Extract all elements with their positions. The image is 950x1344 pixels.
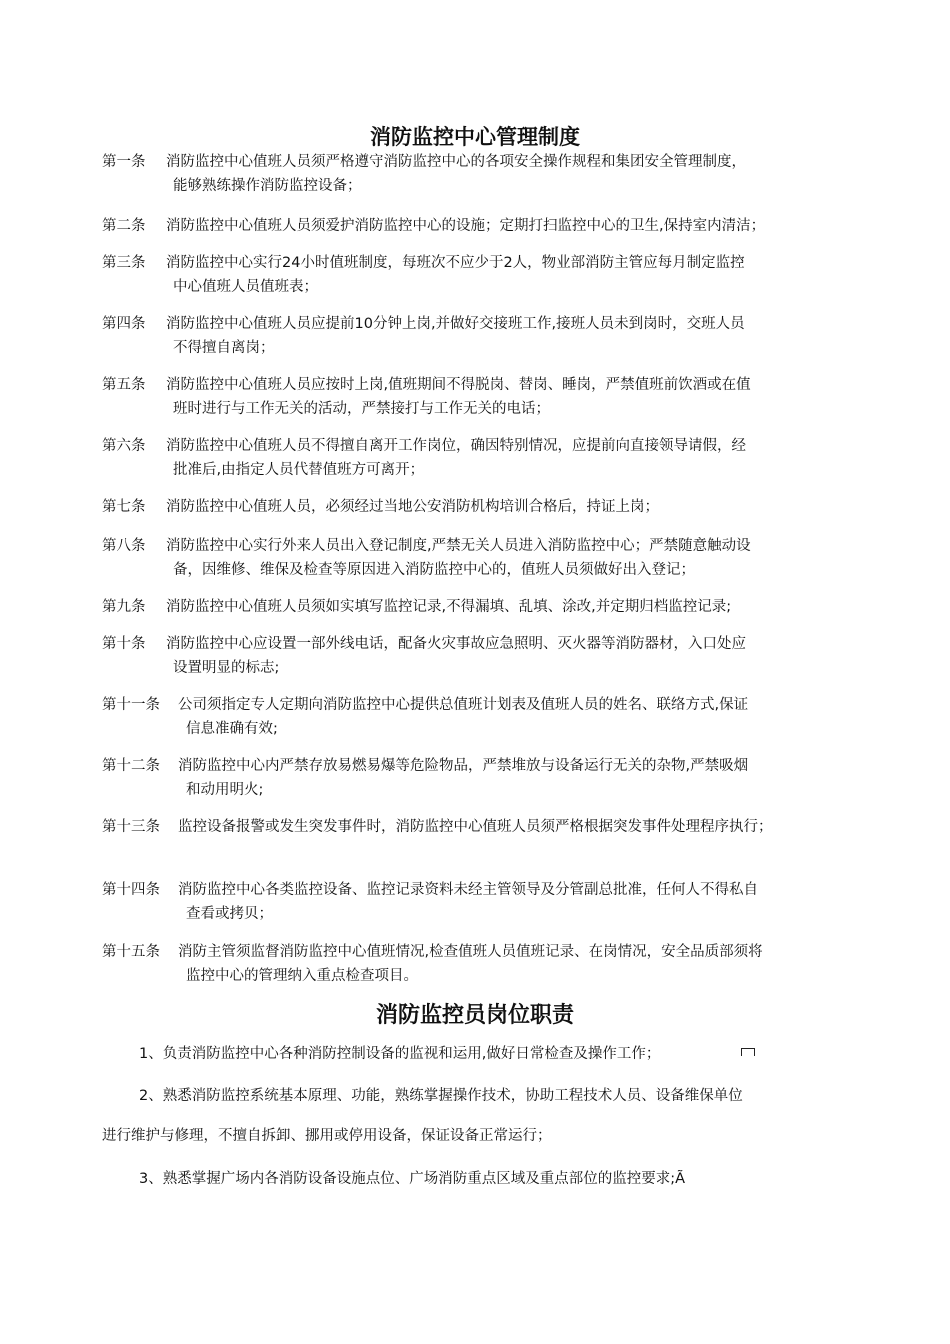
article-2 <box>102 214 882 238</box>
article-11 <box>102 693 882 741</box>
article-text: 消防监控中心值班人员须严格遵守消防监控中心的各项安全操作规程和集团安全管理制度， <box>166 154 746 170</box>
article-continuation: 信息准确有效; <box>186 721 278 737</box>
article-15 <box>102 940 882 988</box>
article-line <box>102 434 882 458</box>
article-label: 第七条 <box>102 499 146 515</box>
article-text: 消防监控中心内严禁存放易燃易爆等危险物品，严禁堆放与设备运行无关的杂物,严禁吸烟 <box>178 758 749 774</box>
article-line <box>102 312 882 336</box>
article-label: 第五条 <box>102 377 146 393</box>
article-label: 第十四条 <box>102 882 160 898</box>
article-text: 消防监控中心值班人员不得擅自离开工作岗位，确因特别情况，应提前向直接领导请假，经 <box>166 438 746 454</box>
article-line <box>102 693 882 717</box>
article-text: 消防主管须监督消防监控中心值班情况,检查值班人员值班记录、在岗情况，安全品质部须将 <box>178 944 763 960</box>
article-label: 第十一条 <box>102 697 160 713</box>
article-8 <box>102 534 882 582</box>
article-line <box>102 940 882 964</box>
article-line <box>102 373 882 397</box>
article-line <box>102 214 882 238</box>
article-label: 第八条 <box>102 538 146 554</box>
article-text: 消防监控中心各类监控设备、监控记录资料未经主管领导及分管副总批准，任何人不得私自 <box>178 882 758 898</box>
duty-item-1: 1、负责消防监控中心各种消防控制设备的监视和运用,做好日常检查及操作工作； <box>139 1046 661 1062</box>
article-continuation: 不得擅自离岗； <box>173 340 275 356</box>
duty-item-2: 2、熟悉消防监控系统基本原理、功能，熟练掌握操作技术，协助工程技术人员、设备维保单位 <box>139 1088 743 1104</box>
article-continuation: 中心值班人员值班表； <box>173 279 318 295</box>
article-text: 消防监控中心值班人员应按时上岗,值班期间不得脱岗、替岗、睡岗，严禁值班前饮酒或在值 <box>166 377 751 393</box>
article-12 <box>102 754 882 802</box>
article-label: 第四条 <box>102 316 146 332</box>
article-line <box>102 632 882 656</box>
article-label: 第十三条 <box>102 819 160 835</box>
article-6 <box>102 434 882 482</box>
article-continuation: 备，因维修、维保及检查等原因进入消防监控中心的，值班人员须做好出入登记； <box>173 562 695 578</box>
duty-item-2-continuation: 进行维护与修理，不擅自拆卸、挪用或停用设备，保证设备正常运行； <box>102 1128 552 1144</box>
article-10 <box>102 632 882 680</box>
article-line <box>102 815 882 839</box>
article-line <box>102 251 882 275</box>
document-title: 消防监控中心管理制度 <box>370 125 580 149</box>
bracket-mark-icon <box>741 1048 755 1056</box>
article-label: 第十二条 <box>102 758 160 774</box>
article-label: 第三条 <box>102 255 146 271</box>
article-continuation: 设置明显的标志; <box>173 660 280 676</box>
article-continuation: 和动用明火; <box>186 782 264 798</box>
article-label: 第一条 <box>102 154 146 170</box>
article-text: 监控设备报警或发生突发事件时，消防监控中心值班人员须严格根据突发事件处理程序执行； <box>178 819 773 835</box>
article-9 <box>102 595 882 619</box>
article-line <box>102 754 882 778</box>
article-continuation: 监控中心的管理纳入重点检查项目。 <box>186 968 418 984</box>
article-line <box>102 595 882 619</box>
article-7 <box>102 495 882 519</box>
article-text: 公司须指定专人定期向消防监控中心提供总值班计划表及值班人员的姓名、联络方式,保证 <box>178 697 749 713</box>
article-label: 第九条 <box>102 599 146 615</box>
article-continuation: 班时进行与工作无关的活动，严禁接打与工作无关的电话； <box>173 401 550 417</box>
article-label: 第十五条 <box>102 944 160 960</box>
article-4 <box>102 312 882 360</box>
article-line <box>102 495 882 519</box>
article-text: 消防监控中心值班人员须如实填写监控记录,不得漏填、乱填、涂改,并定期归档监控记录; <box>166 599 732 615</box>
article-1 <box>102 150 882 198</box>
article-13 <box>102 815 882 839</box>
article-text: 消防监控中心值班人员应提前10分钟上岗,并做好交接班工作,接班人员未到岗时，交班人员 <box>166 316 745 332</box>
article-14 <box>102 878 882 926</box>
article-label: 第六条 <box>102 438 146 454</box>
article-line <box>102 878 882 902</box>
article-text: 消防监控中心实行24小时值班制度，每班次不应少于2人，物业部消防主管应每月制定监控 <box>166 255 745 271</box>
article-continuation: 查看或拷贝； <box>186 906 273 922</box>
article-text: 消防监控中心值班人员，必须经过当地公安消防机构培训合格后，持证上岗； <box>166 499 659 515</box>
article-label: 第二条 <box>102 218 146 234</box>
article-continuation: 能够熟练操作消防监控设备； <box>173 178 362 194</box>
article-continuation: 批准后,由指定人员代替值班方可离开； <box>173 462 425 478</box>
section-title: 消防监控员岗位职责 <box>375 1003 574 1028</box>
article-text: 消防监控中心值班人员须爱护消防监控中心的设施；定期打扫监控中心的卫生,保持室内清洁； <box>166 218 766 234</box>
duty-item-3: 3、熟悉掌握广场内各消防设备设施点位、广场消防重点区域及重点部位的监控要求;Ã <box>139 1171 686 1187</box>
article-5 <box>102 373 882 421</box>
article-line <box>102 534 882 558</box>
article-3 <box>102 251 882 299</box>
article-text: 消防监控中心应设置一部外线电话，配备火灾事故应急照明、灭火器等消防器材，入口处应 <box>166 636 746 652</box>
article-label: 第十条 <box>102 636 146 652</box>
article-text: 消防监控中心实行外来人员出入登记制度,严禁无关人员进入消防监控中心；严禁随意触动设 <box>166 538 751 554</box>
article-line <box>102 150 882 174</box>
